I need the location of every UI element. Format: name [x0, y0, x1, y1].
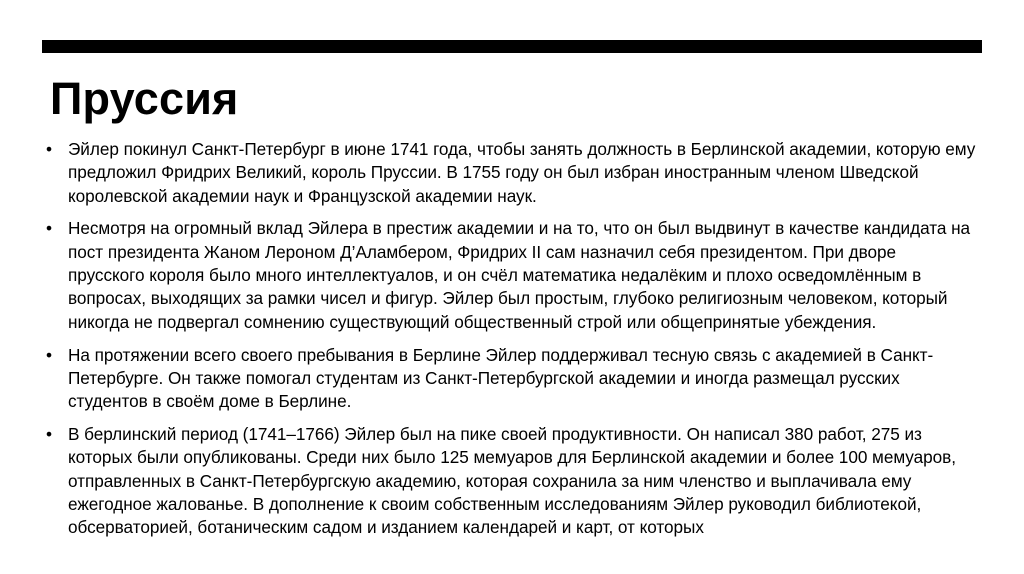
bullet-marker: •: [46, 424, 53, 445]
top-divider-bar: [42, 40, 982, 53]
bullet-text: Эйлер покинул Санкт-Петербург в июне 1741 года, чтобы занять должность в Берлинской академии, которую ему предложил Фридрих Великий, король Пруссии. В 1755 году он был избран иностранным членом Шведской королевской академии наук и Французской академии наук.: [68, 139, 976, 206]
bullet-item: [46, 344, 976, 414]
bullet-item: [46, 217, 976, 333]
bullet-text: В берлинский период (1741–1766) Эйлер был на пике своей продуктивности. Он написал 380 работ, 275 из которых были опубликованы. Среди них было 125 мемуаров для Берлинской академии и более 100 мемуаров, отправленных в Санкт-Петербургскую академию, которая сохранила за ним членство и выплачивала ему ежегодное жалованье. В дополнение к своим собственным исследованиям Эйлер руководил библиотекой, обсерваторией, ботаническим садом и изданием календарей и карт, от которых: [68, 424, 956, 538]
bullet-marker: •: [46, 139, 53, 159]
bullet-list: [46, 138, 976, 549]
bullet-item: [46, 423, 976, 539]
bullet-item: [46, 138, 976, 208]
bullet-marker: •: [46, 344, 53, 365]
bullet-text: Несмотря на огромный вклад Эйлера в престиж академии и на то, что он был выдвинут в качестве кандидата на пост президента Жаном Лероном Д’Аламбером, Фридрих II сам назначил себя президентом. При дворе прусского короля было много интеллектуалов, и он счёл математика недалёким и плохо осведомлённым в вопросах, выходящих за рамки чисел и фигур. Эйлер был простым, глубоко религиозным человеком, который никогда не подвергал сомнению существующий общественный строй или общепринятые убеждения.: [68, 218, 971, 332]
bullet-text: На протяжении всего своего пребывания в Берлине Эйлер поддерживал тесную связь с академией в Санкт-Петербурге. Он также помогал студентам из Санкт-Петербургской академии и иногда размещал русских студентов в своём доме в Берлине.: [68, 344, 934, 412]
bullet-marker: •: [46, 218, 53, 239]
slide-title: Пруссия: [50, 73, 239, 124]
